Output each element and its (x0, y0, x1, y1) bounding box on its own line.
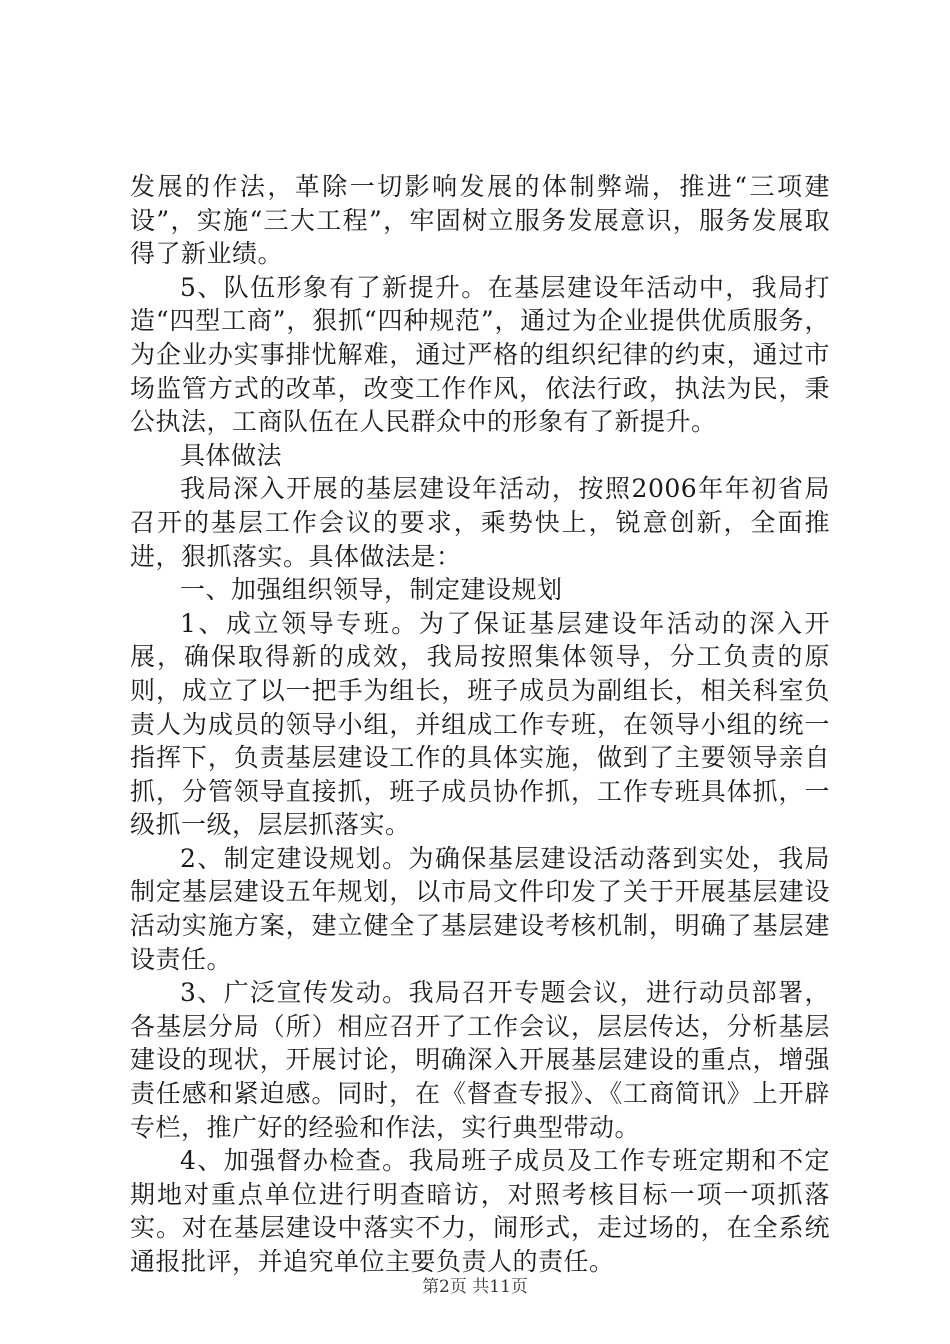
paragraph-team-image: 5、队伍形象有了新提升。在基层建设年活动中，我局打造“四型工商”，狠抓“四种规范”，通过为企业提供优质服务，为企业办实事排忧解难，通过严格的组织纪律的约束，通过市场监管方式的改革，改变工作作风，依法行政，执法为民，秉公执法，工商队伍在人民群众中的形象有了新提升。 (130, 272, 830, 437)
page-number-footer: 第2页 共11页 (422, 1277, 528, 1297)
paragraph-publicity: 3、广泛宣传发动。我局召开专题会议，进行动员部署，各基层分局（所）相应召开了工作会议，层层传达，分析基层建设的现状，开展讨论，明确深入开展基层建设的重点，增强责任感和紧迫感。同时，在《督查专报》、《工商简讯》上开辟专栏，推广好的经验和作法，实行典型带动。 (130, 978, 830, 1142)
paragraph-methods-intro: 我局深入开展的基层建设年活动，按照2006年年初省局召开的基层工作会议的要求，乘势快上，锐意创新，全面推进，狠抓落实。具体做法是： (130, 474, 830, 571)
paragraph-continuation: 发展的作法，革除一切影响发展的体制弊端，推进“三项建设”，实施“三大工程”，牢固树立服务发展意识，服务发展取得了新业绩。 (130, 172, 830, 269)
section-heading-organization: 一、加强组织领导，制定建设规划 (180, 575, 563, 605)
section-heading-methods: 具体做法 (180, 440, 283, 470)
paragraph-construction-plan: 2、制定建设规划。为确保基层建设活动落到实处，我局制定基层建设五年规划，以市局文件印发了关于开展基层建设活动实施方案，建立健全了基层建设考核机制，明确了基层建设责任。 (130, 843, 830, 974)
paragraph-leadership-team: 1、成立领导专班。为了保证基层建设年活动的深入开展，确保取得新的成效，我局按照集体领导，分工负责的原则，成立了以一把手为组长，班子成员为副组长，相关科室负责人为成员的领导小组，并组成工作专班，在领导小组的统一指挥下，负责基层建设工作的具体实施，做到了主要领导亲自抓，分管领导直接抓，班子成员协作抓，工作专班具体抓，一级抓一级，层层抓落实。 (130, 608, 830, 840)
document-body (130, 170, 830, 1279)
paragraph-supervision: 4、加强督办检查。我局班子成员及工作专班定期和不定期地对重点单位进行明查暗访，对照考核目标一项一项抓落实。对在基层建设中落实不力，闹形式，走过场的，在全系统通报批评，并追究单位主要负责人的责任。 (130, 1146, 830, 1276)
